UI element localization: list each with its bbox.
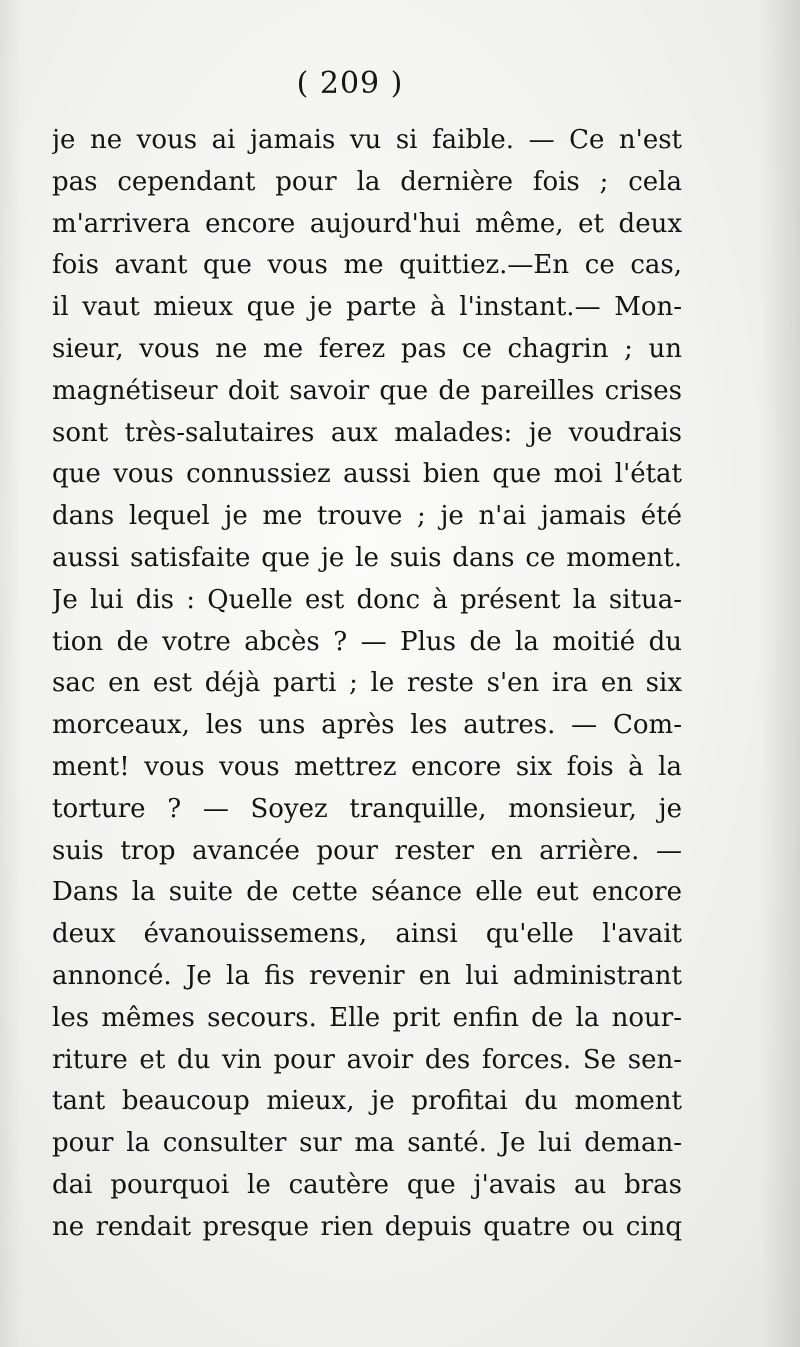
text-line: sac en est déjà parti ; le reste s'en ira en six <box>52 668 682 699</box>
text-line: suis trop avancée pour rester en arrière. — <box>52 835 682 866</box>
text-line: fois avant que vous me quittiez.—En ce cas, <box>52 250 682 281</box>
text-line: annoncé. Je la fis revenir en lui administrant <box>52 960 682 991</box>
body-text <box>52 120 682 1249</box>
text-line: que vous connussiez aussi bien que moi l'état <box>52 459 682 490</box>
text-line: sieur, vous ne me ferez pas ce chagrin ; un <box>52 333 682 364</box>
text-line: il vaut mieux que je parte à l'instant.— Mon- <box>52 292 682 323</box>
text-line: deux évanouissemens, ainsi qu'elle l'avait <box>52 919 682 950</box>
text-line: sont très-salutaires aux malades: je voudrais <box>52 417 682 448</box>
text-line: tant beaucoup mieux, je profitai du moment <box>52 1086 682 1117</box>
text-line: dans lequel je me trouve ; je n'ai jamais été <box>52 501 682 532</box>
text-line: tion de votre abcès ? — Plus de la moitié du <box>52 626 682 657</box>
text-line: riture et du vin pour avoir des forces. Se sen- <box>52 1044 682 1075</box>
text-line: torture ? — Soyez tranquille, monsieur, je <box>52 793 682 824</box>
text-line: ne rendait presque rien depuis quatre ou cinq <box>52 1211 682 1242</box>
text-line: Je lui dis : Quelle est donc à présent la situa- <box>52 584 682 615</box>
text-line: magnétiseur doit savoir que de pareilles crises <box>52 375 682 406</box>
text-line: pour la consulter sur ma santé. Je lui deman- <box>52 1128 682 1159</box>
text-line: pas cependant pour la dernière fois ; cela <box>52 166 682 197</box>
page-number: ( 209 ) <box>296 66 404 101</box>
text-line: les mêmes secours. Elle prit enfin de la nour- <box>52 1002 682 1033</box>
text-line: aussi satisfaite que je le suis dans ce moment. <box>52 542 682 573</box>
text-line: morceaux, les uns après les autres. — Com- <box>52 710 682 741</box>
text-line: Dans la suite de cette séance elle eut encore <box>52 877 682 908</box>
text-line: je ne vous ai jamais vu si faible. — Ce n'est <box>52 125 682 155</box>
text-line: m'arrivera encore aujourd'hui même, et deux <box>52 208 682 239</box>
text-line: ment! vous vous mettrez encore six fois à la <box>52 751 682 782</box>
text-line: dai pourquoi le cautère que j'avais au bras <box>52 1169 682 1200</box>
